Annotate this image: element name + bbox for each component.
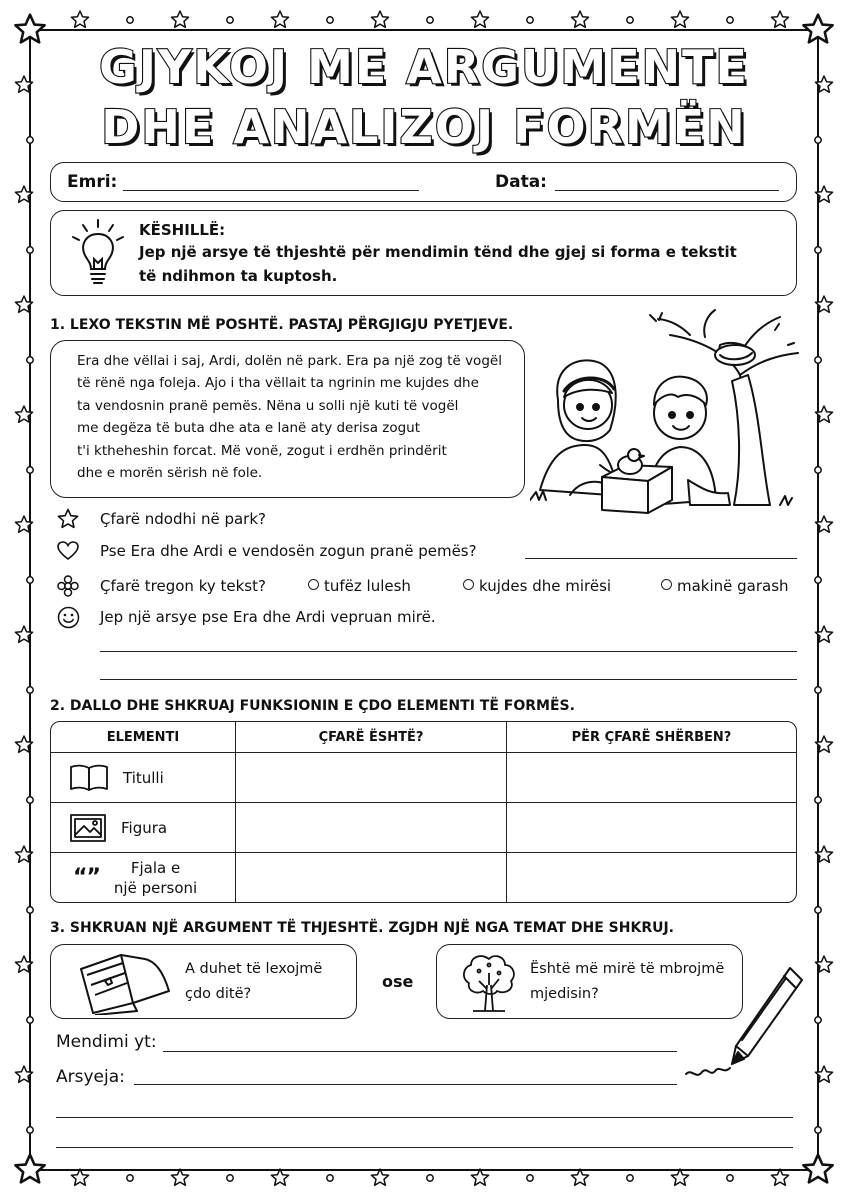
story-line: ta vendosnin pranë pemës. Nëna u solli një kuti të vogël [77,397,459,414]
border-star [771,11,788,27]
story-box [50,340,525,498]
border-dot [427,1175,433,1181]
opinion-label: Mendimi yt: [56,1032,157,1052]
answer-line-q4b[interactable] [100,679,797,680]
border-dot [627,1175,633,1181]
table-row [51,853,796,902]
name-date-bar [50,162,797,202]
border-dot [27,797,33,803]
border-dot [27,1017,33,1023]
border-star [15,1155,44,1183]
form-elements-table [50,721,797,903]
story-text [77,350,502,484]
story-line: të rënë nga foleja. Ajo i tha vëllait ta ngrinin me kujdes dhe [77,375,479,392]
border-star [71,1169,88,1185]
topic-reading-line1: A duhet të lexojmë [185,961,323,977]
pencil-icon [682,960,810,1085]
option-label: makinë garash [677,577,789,595]
radio-circle[interactable] [308,579,319,590]
topic-environment-line2: mjedisin? [530,986,599,1002]
worksheet-title-line1: GJYKOJ ME ARGUMENTE [99,40,749,94]
answer-cell[interactable] [507,753,796,803]
writing-line-1[interactable] [56,1117,793,1118]
tree-icon [459,951,519,1013]
radio-circle[interactable] [661,579,672,590]
table-header-row [51,722,796,753]
answer-line-q4a[interactable] [100,651,797,652]
answer-cell[interactable] [507,803,796,853]
border-star [371,11,388,27]
element-cell [51,803,236,853]
border-dot [815,247,821,253]
smiley-bullet-icon [57,606,80,629]
border-star [171,1169,188,1185]
book-icon [69,763,109,793]
border-dot [327,1175,333,1181]
opinion-line[interactable] [163,1051,677,1052]
topic-reading-line2: çdo ditë? [185,986,252,1002]
topic-reading-card[interactable] [50,944,357,1019]
question-2: Pse Era dhe Ardi e vendosën zogun pranë pemës? [100,542,477,560]
border-dot [27,467,33,473]
answer-line-q2[interactable] [525,558,797,559]
border-dot [27,577,33,583]
reason-label: Arsyeja: [56,1067,125,1087]
children-bird-illustration [530,305,805,515]
border-dot [127,17,133,23]
question-1: Çfarë ndodhi në park? [100,510,266,528]
border-dot [815,467,821,473]
or-label: ose [382,972,414,991]
border-star [471,11,488,27]
border-dot [27,1127,33,1133]
reason-line[interactable] [134,1084,677,1085]
border-star [271,11,288,27]
border-star [671,1169,688,1185]
section2-heading: 2. DALLO DHE SHKRUAJ FUNKSIONIN E ÇDO ELEMENTI TË FORMËS. [50,698,575,714]
option-label: tufëz lulesh [324,577,411,595]
radio-circle[interactable] [463,579,474,590]
border-dot [27,357,33,363]
element-label: Figura [121,818,168,837]
element-cell [51,853,236,902]
border-dot [227,1175,233,1181]
border-star [671,11,688,27]
tip-label: KËSHILLË: [139,221,226,239]
border-star [571,1169,588,1185]
border-dot [727,17,733,23]
border-dot [227,17,233,23]
answer-cell[interactable] [236,753,507,803]
element-label: Fjala e [130,858,181,877]
column-header-element: ELEMENTI [51,722,236,753]
border-dot [727,1175,733,1181]
date-field[interactable] [555,190,779,191]
tip-box [50,210,797,296]
border-dot [27,687,33,693]
border-dot [815,577,821,583]
border-dot [427,17,433,23]
border-dot [815,357,821,363]
border-dot [815,797,821,803]
element-label: Titulli [123,768,164,787]
question-4: Jep një arsye pse Era dhe Ardi vepruan mirë. [100,608,436,626]
table-row [51,803,796,853]
topic-reading-text [185,957,322,1007]
picture-icon [69,813,107,843]
border-star [771,1169,788,1185]
story-line: me degëza të buta dhe ata e lanë aty derisa zogut [77,420,421,437]
answer-cell[interactable] [236,853,507,902]
story-line: t'i ktheheshin forcat. Më vonë, zogut i erdhën prindërit [77,442,447,459]
date-label: Data: [495,172,547,192]
star-bullet-icon [57,508,79,530]
topic-environment-line1: Është më mirë të mbrojmë [530,961,725,977]
column-header-purpose: PËR ÇFARË SHËRBEN? [507,722,796,753]
border-star [571,11,588,27]
border-dot [527,1175,533,1181]
border-star [371,1169,388,1185]
question-3: Çfarë tregon ky tekst? [100,577,266,595]
border-dot [327,17,333,23]
name-label: Emri: [67,172,118,192]
lightbulb-icon [67,217,129,289]
writing-line-2[interactable] [56,1147,793,1148]
border-star [803,15,832,43]
tip-text-line2: të ndihmon ta kuptosh. [139,267,338,285]
quote-icon: “” [73,865,100,890]
heart-bullet-icon [57,541,79,561]
border-dot [527,17,533,23]
border-dot [127,1175,133,1181]
border-star [15,15,44,43]
answer-cell[interactable] [507,853,796,902]
border-dot [815,1017,821,1023]
tip-text-line1: Jep një arsye të thjeshtë për mendimin tënd dhe gjej si forma e tekstit [139,243,737,261]
option-care-kindness[interactable] [463,577,611,595]
option-race-car[interactable] [661,577,789,595]
border-dot [27,907,33,913]
border-star [803,1155,832,1183]
border-dot [627,17,633,23]
element-cell [51,753,236,803]
border-star [471,1169,488,1185]
table-row [51,753,796,803]
border-dot [815,907,821,913]
element-label: një personi [113,878,198,897]
flower-bullet-icon [56,574,80,598]
option-label: kujdes dhe mirësi [479,577,612,595]
section3-heading: 3. SHKRUAN NJË ARGUMENT TË THJESHTË. ZGJDH NJË NGA TEMAT DHE SHKRUJ. [50,920,674,936]
border-star [171,11,188,27]
section1-heading: 1. LEXO TEKSTIN MË POSHTË. PASTAJ PËRGJIGJU PYETJEVE. [50,317,514,333]
open-book-icon [75,951,175,1015]
border-dot [815,687,821,693]
answer-cell[interactable] [236,803,507,853]
border-star [71,11,88,27]
border-star [271,1169,288,1185]
worksheet-title-line2: DHE ANALIZOJ FORMËN [101,100,747,154]
border-dot [815,1127,821,1133]
border-dot [27,247,33,253]
column-header-what: ÇFARË ËSHTË? [236,722,507,753]
option-flowers[interactable] [308,577,411,595]
story-line: Era dhe vëllai i saj, Ardi, dolën në park. Era pa një zog të vogël [77,353,502,369]
story-line: dhe e morën sërish në fole. [77,465,263,482]
name-field[interactable] [123,190,419,191]
